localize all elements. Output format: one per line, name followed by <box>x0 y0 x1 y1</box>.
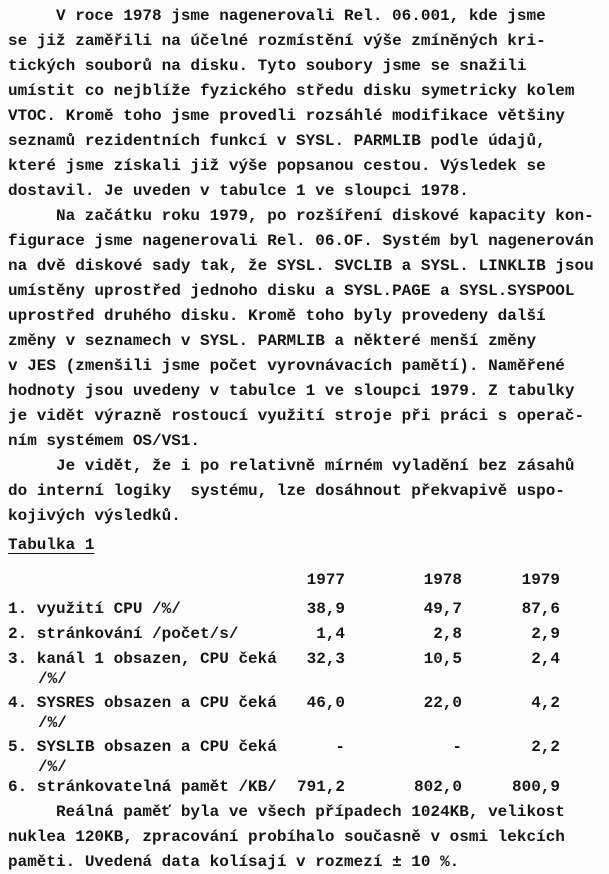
text-line: kojivých výsledků. <box>8 507 181 525</box>
text-line: umístit co nejblíže fyzického středu disku symetricky kolem <box>8 82 575 100</box>
text-line: Reálná paměť byla ve všech případech 1024KB, velikost <box>56 803 565 821</box>
text-line: ním systémem OS/VS1. <box>8 432 201 450</box>
table-row <box>8 775 609 800</box>
row-label: 6. stránkovatelná pamět /KB/ <box>8 778 277 796</box>
text-line: Je vidět, že i po relativně mírném vyladění bez zásahů <box>56 457 575 475</box>
table-title-text: Tabulka 1 <box>8 536 95 554</box>
column-header-1978: 1978 <box>423 571 462 589</box>
text-line: figurace jsme nagenerovali Rel. 06.OF. Systém byl nagenerován <box>8 232 594 250</box>
cell-value: 46,0 <box>306 694 345 712</box>
text-line: paměti. Uvedená data kolísají v rozmezí ± 10 %. <box>8 853 460 871</box>
table-row <box>8 622 609 647</box>
row-label-unit: /%/ <box>38 758 67 776</box>
row-label: 3. kanál 1 obsazen, CPU čeká <box>8 650 277 668</box>
cell-value: - <box>452 738 462 756</box>
cell-value: 800,9 <box>511 778 560 796</box>
table-row <box>8 647 609 672</box>
column-header-1977: 1977 <box>306 571 345 589</box>
table-row <box>8 691 609 716</box>
text-line: které jsme získali již výše popsanou cestou. Výsledek se <box>8 157 546 175</box>
cell-value: 22,0 <box>423 694 462 712</box>
text-line: hodnoty jsou uvedeny v tabulce 1 ve sloupci 1979. Z tabulky <box>8 382 575 400</box>
column-header-1979: 1979 <box>521 571 560 589</box>
cell-value: 10,5 <box>423 650 462 668</box>
table-row <box>8 735 609 760</box>
table-title <box>8 533 609 558</box>
cell-value: 1,4 <box>316 625 345 643</box>
cell-value: 4,2 <box>531 694 560 712</box>
cell-value: 38,9 <box>306 600 345 618</box>
text-line: dostavil. Je uveden v tabulce 1 ve sloupci 1978. <box>8 182 469 200</box>
table-body <box>8 597 609 800</box>
text-line: nuklea 120KB, zpracování probíhalo současně v osmi lekcích <box>8 828 565 846</box>
cell-value: 32,3 <box>306 650 345 668</box>
text-line: VTOC. Kromě toho jsme provedli rozsáhlé modifikace většiny <box>8 107 565 125</box>
cell-value: 802,0 <box>413 778 462 796</box>
text-line: do interní logiky systému, lze dosáhnout překvapivě uspo- <box>8 482 565 500</box>
text-line: uprostřed druhého disku. Kromě toho byly provedeny další <box>8 307 546 325</box>
cell-value: 791,2 <box>296 778 345 796</box>
paragraph-1 <box>8 4 609 204</box>
table-1 <box>8 568 609 800</box>
text-line: seznamů rezidentních funkcí v SYSL. PARMLIB podle údajů, <box>8 132 546 150</box>
cell-value: 2,4 <box>531 650 560 668</box>
cell-value: 2,8 <box>433 625 462 643</box>
cell-value: 49,7 <box>423 600 462 618</box>
row-label-unit: /%/ <box>38 714 67 732</box>
text-line: v JES (zmenšili jsme počet vyrovnávacích pamětí). Naměřené <box>8 357 565 375</box>
text-line: Na začátku roku 1979, po rozšíření diskové kapacity kon- <box>56 207 594 225</box>
text-line: na dvě diskové sady tak, že SYSL. SVCLIB a SYSL. LINKLIB jsou <box>8 257 594 275</box>
text-line: změny v seznamech v SYSL. PARMLIB a některé menší změny <box>8 332 537 350</box>
paragraph-4 <box>8 800 609 874</box>
cell-value: 2,2 <box>531 738 560 756</box>
row-label: 2. stránkování /počet/s/ <box>8 625 239 643</box>
text-line: je vidět výrazně rostoucí využití stroje při práci s operač- <box>8 407 585 425</box>
text-line: V roce 1978 jsme nagenerovali Rel. 06.001, kde jsme <box>56 7 546 25</box>
table-header-row <box>8 568 609 593</box>
row-label-unit: /%/ <box>38 670 67 688</box>
text-line: umístěny uprostřed jednoho disku a SYSL.PAGE a SYSL.SYSPOOL <box>8 282 575 300</box>
table-row <box>8 597 609 622</box>
text-line: se již zaměřili na účelné rozmístění výše zmíněných kri- <box>8 32 546 50</box>
row-label: 4. SYSRES obsazen a CPU čeká <box>8 694 277 712</box>
paragraph-2 <box>8 204 609 454</box>
paragraph-3 <box>8 454 609 529</box>
row-label: 1. využití CPU /%/ <box>8 600 181 618</box>
row-label: 5. SYSLIB obsazen a CPU čeká <box>8 738 277 756</box>
cell-value: - <box>335 738 345 756</box>
cell-value: 2,9 <box>531 625 560 643</box>
text-line: tických souborů na disku. Tyto soubory jsme se snažili <box>8 57 527 75</box>
cell-value: 87,6 <box>521 600 560 618</box>
